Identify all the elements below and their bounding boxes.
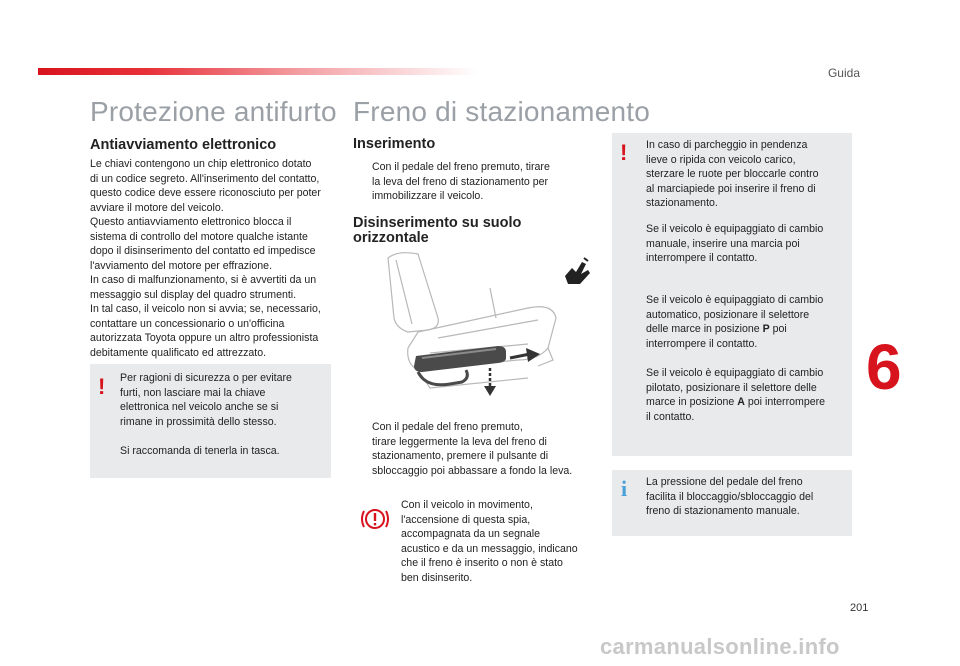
automatic-gearbox-text: Se il veicolo è equipaggiato di cambio automatico, posizionare il selettore delle marce in posizione P poi interrompere il contatto. — [646, 294, 824, 350]
warning-icon: ! — [98, 374, 106, 399]
warning-key-text: Per ragioni di sicurezza o per evitare furti, non lasciare mai la chiave elettronica nel veicolo anche se si rimane in prossimità dello stesso. — [120, 372, 292, 428]
hand-release-icon — [562, 256, 592, 288]
pedal-info-text: La pressione del pedale del freno facilita il bloccaggio/sbloccaggio del freno di stazionamento manuale. — [646, 476, 814, 517]
antiavviamento-text: Le chiavi contengono un chip elettronico dotato di un codice segreto. All'inserimento del contatto, questo codice deve essere riconosciuto per poter avviare il motore del veicolo. Questo antiavviamento elettronico blocca il sistema di controllo del motore qualche istante dopo il disinserimento del contatto ed impedisce l'avviamento del motore per effrazione. In caso di malfunzionamento, si è avvertiti da un messaggio sul display del quadro strumenti. In tal caso, il veicolo non si avvia; se, necessario, contattare un concessionario o un'officina autorizzata Toyota oppure un altro professionista debitamente qualificato ed attrezzato. — [90, 158, 321, 359]
warning-icon-parking: ! — [620, 140, 628, 165]
watermark: carmanualsonline.info — [600, 634, 840, 659]
inserimento-text: Con il pedale del freno premuto, tirare la leva del freno di stazionamento per immobilizzare il veicolo. — [372, 161, 550, 202]
warning-lamp-text: Con il veicolo in movimento, l'accensione di questa spia, accompagnata da un segnale acustico e da un messaggio, indicano che il freno è inserito o non è stato ben disinserito. — [401, 499, 578, 584]
position-a: A — [737, 396, 745, 408]
disinserimento-text: Con il pedale del freno premuto, tirare leggermente la leva del freno di stazionamento, premere il pulsante di sbloccaggio poi abbassare a fondo la leva. — [372, 421, 573, 477]
page-title-antifurto: Protezione antifurto — [90, 96, 337, 127]
chapter-number: 6 — [866, 331, 902, 403]
warning-box-parking — [612, 133, 852, 456]
brake-warning-lamp-icon — [360, 506, 390, 532]
page-title-freno: Freno di stazionamento — [353, 96, 651, 127]
info-box-pedal — [612, 470, 852, 536]
warning-key-text-2: Si raccomanda di tenerla in tasca. — [120, 445, 280, 457]
info-icon: i — [621, 476, 628, 501]
heading-disinserimento: Disinserimento su suolo orizzontale — [353, 215, 522, 246]
manual-gearbox-text: Se il veicolo è equipaggiato di cambio manuale, inserire una marcia poi interrompere il contatto. — [646, 223, 824, 264]
heading-antiavviamento: Antiavviamento elettronico — [90, 137, 277, 153]
header-accent-bar — [38, 68, 478, 75]
section-name: Guida — [827, 66, 860, 80]
parking-slope-text: In caso di parcheggio in pendenza lieve o ripida con veicolo carico, sterzare le ruote per bloccarle contro al marciapiede poi inserire il freno di stazionamento. — [646, 139, 819, 209]
position-p: P — [762, 323, 770, 335]
warning-box-key — [90, 364, 331, 478]
piloted-gearbox-text: Se il veicolo è equipaggiato di cambio pilotato, posizionare il selettore delle marce in posizione A poi interrompere il contatto. — [646, 367, 826, 423]
heading-inserimento: Inserimento — [353, 136, 436, 152]
page-number: 201 — [850, 602, 869, 614]
